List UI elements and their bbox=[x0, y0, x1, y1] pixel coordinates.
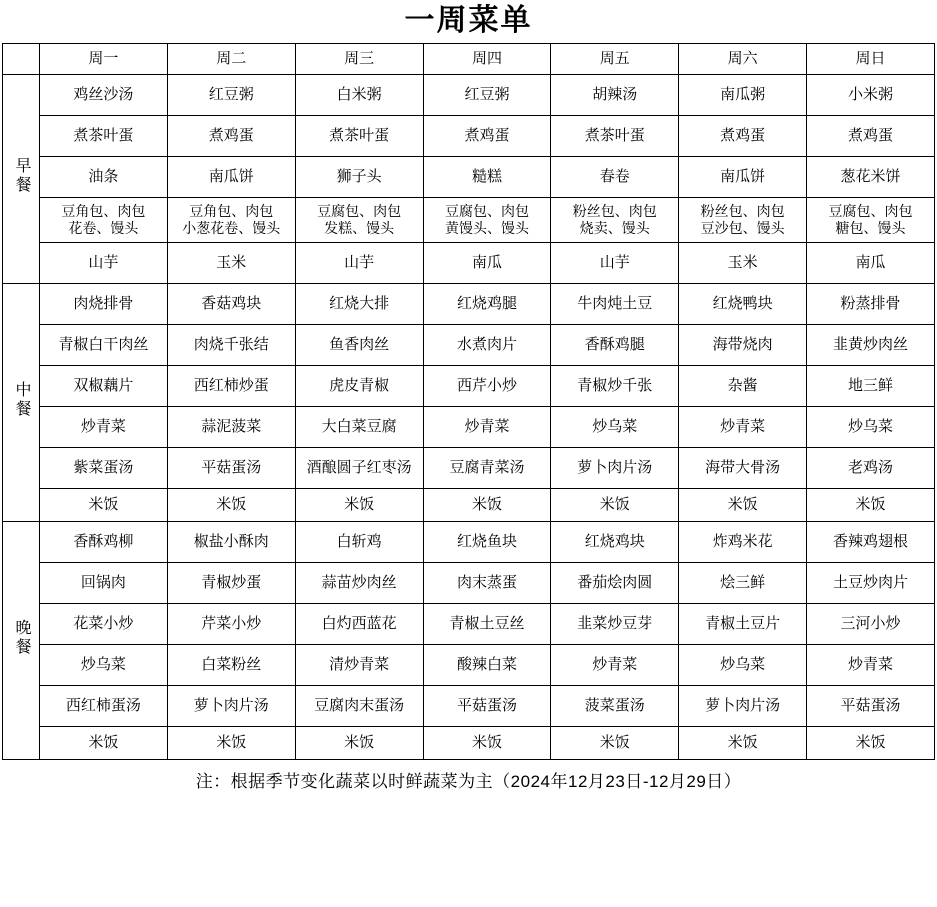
table-row bbox=[3, 116, 935, 157]
menu-cell: 平菇蛋汤 bbox=[423, 686, 551, 727]
menu-cell-line: 豆腐包、肉包 bbox=[317, 202, 402, 219]
menu-cell: 炒青菜 bbox=[679, 407, 807, 448]
menu-cell: 韭黄炒肉丝 bbox=[807, 325, 935, 366]
weekly-menu-table bbox=[2, 43, 935, 760]
menu-cell: 老鸡汤 bbox=[807, 448, 935, 489]
menu-cell: 红豆粥 bbox=[167, 75, 295, 116]
menu-cell: 米饭 bbox=[423, 489, 551, 522]
menu-cell: 香酥鸡柳 bbox=[40, 522, 168, 563]
menu-cell: 胡辣汤 bbox=[551, 75, 679, 116]
menu-cell: 红烧鱼块 bbox=[423, 522, 551, 563]
menu-cell: 番茄烩肉圆 bbox=[551, 563, 679, 604]
table-header-row bbox=[3, 44, 935, 75]
menu-cell: 米饭 bbox=[807, 489, 935, 522]
menu-cell: 西红柿炒蛋 bbox=[167, 366, 295, 407]
menu-cell: 煮鸡蛋 bbox=[807, 116, 935, 157]
menu-cell: 白斩鸡 bbox=[295, 522, 423, 563]
menu-cell: 青椒炒蛋 bbox=[167, 563, 295, 604]
menu-cell: 米饭 bbox=[295, 727, 423, 760]
menu-cell-line: 豆腐包、肉包 bbox=[444, 202, 529, 219]
menu-cell: 南瓜 bbox=[423, 243, 551, 284]
menu-cell: 平菇蛋汤 bbox=[167, 448, 295, 489]
menu-cell: 煮鸡蛋 bbox=[167, 116, 295, 157]
table-header bbox=[3, 44, 935, 75]
menu-cell: 鱼香肉丝 bbox=[295, 325, 423, 366]
menu-cell: 米饭 bbox=[423, 727, 551, 760]
menu-cell: 米饭 bbox=[295, 489, 423, 522]
menu-cell: 煮鸡蛋 bbox=[423, 116, 551, 157]
menu-cell: 米饭 bbox=[40, 727, 168, 760]
menu-cell: 肉末蒸蛋 bbox=[423, 563, 551, 604]
menu-cell: 地三鲜 bbox=[807, 366, 935, 407]
menu-cell bbox=[807, 198, 935, 243]
menu-cell: 炒青菜 bbox=[40, 407, 168, 448]
menu-cell-line: 豆角包、肉包 bbox=[189, 202, 274, 219]
menu-cell: 蒜泥菠菜 bbox=[167, 407, 295, 448]
menu-cell-line: 黄馒头、馒头 bbox=[444, 220, 529, 236]
menu-cell: 玉米 bbox=[679, 243, 807, 284]
menu-cell: 海带烧肉 bbox=[679, 325, 807, 366]
menu-cell: 香菇鸡块 bbox=[167, 284, 295, 325]
menu-cell: 青椒白干肉丝 bbox=[40, 325, 168, 366]
menu-cell: 炒青菜 bbox=[807, 645, 935, 686]
menu-cell: 大白菜豆腐 bbox=[295, 407, 423, 448]
menu-cell: 油条 bbox=[40, 157, 168, 198]
table-row bbox=[3, 645, 935, 686]
table-row bbox=[3, 686, 935, 727]
table-row bbox=[3, 448, 935, 489]
menu-cell: 牛肉炖土豆 bbox=[551, 284, 679, 325]
menu-cell: 芹菜小炒 bbox=[167, 604, 295, 645]
column-header-monday: 周一 bbox=[40, 44, 168, 75]
table-row bbox=[3, 243, 935, 284]
menu-cell: 炒乌菜 bbox=[40, 645, 168, 686]
menu-cell: 白灼西蓝花 bbox=[295, 604, 423, 645]
menu-cell: 烩三鲜 bbox=[679, 563, 807, 604]
menu-cell bbox=[551, 198, 679, 243]
meal-label-lunch bbox=[3, 284, 40, 522]
menu-cell: 红烧大排 bbox=[295, 284, 423, 325]
table-row bbox=[3, 75, 935, 116]
menu-cell: 西芹小炒 bbox=[423, 366, 551, 407]
menu-cell: 小米粥 bbox=[807, 75, 935, 116]
menu-cell: 炒乌菜 bbox=[551, 407, 679, 448]
menu-cell bbox=[423, 198, 551, 243]
menu-cell: 南瓜饼 bbox=[167, 157, 295, 198]
menu-cell: 米饭 bbox=[679, 727, 807, 760]
menu-cell: 虎皮青椒 bbox=[295, 366, 423, 407]
menu-cell: 三河小炒 bbox=[807, 604, 935, 645]
menu-cell-line: 发糕、馒头 bbox=[324, 220, 395, 236]
menu-cell: 韭菜炒豆芽 bbox=[551, 604, 679, 645]
menu-cell: 香酥鸡腿 bbox=[551, 325, 679, 366]
menu-cell: 酒酿圆子红枣汤 bbox=[295, 448, 423, 489]
table-row bbox=[3, 489, 935, 522]
column-header-wednesday: 周三 bbox=[295, 44, 423, 75]
menu-cell: 水煮肉片 bbox=[423, 325, 551, 366]
table-body bbox=[3, 75, 935, 760]
menu-cell: 米饭 bbox=[40, 489, 168, 522]
menu-cell: 豆腐肉末蛋汤 bbox=[295, 686, 423, 727]
menu-cell: 豆腐青菜汤 bbox=[423, 448, 551, 489]
menu-cell: 青椒土豆片 bbox=[679, 604, 807, 645]
column-header-thursday: 周四 bbox=[423, 44, 551, 75]
menu-cell bbox=[40, 198, 168, 243]
menu-cell-line: 糖包、馒头 bbox=[835, 220, 906, 236]
menu-cell: 萝卜肉片汤 bbox=[551, 448, 679, 489]
menu-cell: 红烧鸡腿 bbox=[423, 284, 551, 325]
table-row bbox=[3, 563, 935, 604]
menu-cell: 煮茶叶蛋 bbox=[551, 116, 679, 157]
menu-cell: 南瓜粥 bbox=[679, 75, 807, 116]
menu-cell: 紫菜蛋汤 bbox=[40, 448, 168, 489]
column-header-tuesday: 周二 bbox=[167, 44, 295, 75]
menu-cell: 煮茶叶蛋 bbox=[40, 116, 168, 157]
meal-label-text: 中餐 bbox=[13, 380, 30, 419]
menu-cell: 双椒藕片 bbox=[40, 366, 168, 407]
menu-cell-line: 豆沙包、馒头 bbox=[700, 220, 785, 236]
menu-cell: 糙糕 bbox=[423, 157, 551, 198]
menu-cell: 蒜苗炒肉丝 bbox=[295, 563, 423, 604]
menu-cell: 煮茶叶蛋 bbox=[295, 116, 423, 157]
menu-cell: 南瓜 bbox=[807, 243, 935, 284]
menu-cell bbox=[679, 198, 807, 243]
menu-cell: 香辣鸡翅根 bbox=[807, 522, 935, 563]
column-header-sunday: 周日 bbox=[807, 44, 935, 75]
footnote: 注：根据季节变化蔬菜以时鲜蔬菜为主（2024年12月23日-12月29日） bbox=[195, 772, 742, 791]
menu-cell: 米饭 bbox=[551, 727, 679, 760]
menu-cell: 炸鸡米花 bbox=[679, 522, 807, 563]
meal-label-dinner bbox=[3, 522, 40, 760]
menu-cell: 米饭 bbox=[167, 489, 295, 522]
menu-cell: 平菇蛋汤 bbox=[807, 686, 935, 727]
menu-cell: 炒青菜 bbox=[423, 407, 551, 448]
menu-cell: 山芋 bbox=[551, 243, 679, 284]
menu-cell: 玉米 bbox=[167, 243, 295, 284]
menu-cell: 狮子头 bbox=[295, 157, 423, 198]
meal-label-text: 晚餐 bbox=[13, 618, 30, 657]
menu-cell-line: 豆角包、肉包 bbox=[61, 202, 146, 219]
menu-cell-line: 花卷、馒头 bbox=[68, 220, 139, 236]
menu-cell: 春卷 bbox=[551, 157, 679, 198]
menu-cell: 红豆粥 bbox=[423, 75, 551, 116]
menu-cell: 椒盐小酥肉 bbox=[167, 522, 295, 563]
table-row bbox=[3, 727, 935, 760]
menu-cell: 回锅肉 bbox=[40, 563, 168, 604]
page-title: 一周菜单 bbox=[404, 4, 533, 37]
menu-cell: 红烧鸭块 bbox=[679, 284, 807, 325]
menu-cell: 山芋 bbox=[40, 243, 168, 284]
menu-cell: 土豆炒肉片 bbox=[807, 563, 935, 604]
menu-cell: 白米粥 bbox=[295, 75, 423, 116]
menu-cell-line: 粉丝包、肉包 bbox=[572, 202, 657, 219]
menu-cell: 米饭 bbox=[167, 727, 295, 760]
menu-cell: 肉烧千张结 bbox=[167, 325, 295, 366]
table-row bbox=[3, 198, 935, 243]
column-header-saturday: 周六 bbox=[679, 44, 807, 75]
menu-cell: 菠菜蛋汤 bbox=[551, 686, 679, 727]
menu-cell: 花菜小炒 bbox=[40, 604, 168, 645]
table-corner-cell bbox=[3, 44, 40, 75]
menu-cell: 萝卜肉片汤 bbox=[679, 686, 807, 727]
menu-cell: 葱花米饼 bbox=[807, 157, 935, 198]
menu-cell: 炒乌菜 bbox=[807, 407, 935, 448]
menu-cell: 南瓜饼 bbox=[679, 157, 807, 198]
menu-cell-line: 烧卖、馒头 bbox=[579, 220, 650, 236]
menu-cell: 山芋 bbox=[295, 243, 423, 284]
menu-cell bbox=[167, 198, 295, 243]
menu-cell: 米饭 bbox=[679, 489, 807, 522]
menu-cell: 肉烧排骨 bbox=[40, 284, 168, 325]
menu-cell: 青椒土豆丝 bbox=[423, 604, 551, 645]
menu-cell: 炒青菜 bbox=[551, 645, 679, 686]
menu-cell-line: 小葱花卷、馒头 bbox=[182, 220, 281, 236]
menu-cell: 清炒青菜 bbox=[295, 645, 423, 686]
table-row bbox=[3, 366, 935, 407]
column-header-friday: 周五 bbox=[551, 44, 679, 75]
table-row bbox=[3, 284, 935, 325]
menu-cell: 青椒炒千张 bbox=[551, 366, 679, 407]
menu-cell: 西红柿蛋汤 bbox=[40, 686, 168, 727]
table-row bbox=[3, 522, 935, 563]
meal-label-breakfast bbox=[3, 75, 40, 284]
menu-cell: 白菜粉丝 bbox=[167, 645, 295, 686]
menu-cell-line: 豆腐包、肉包 bbox=[828, 202, 913, 219]
menu-cell: 酸辣白菜 bbox=[423, 645, 551, 686]
menu-cell: 炒乌菜 bbox=[679, 645, 807, 686]
menu-cell: 杂酱 bbox=[679, 366, 807, 407]
menu-cell: 煮鸡蛋 bbox=[679, 116, 807, 157]
table-row bbox=[3, 407, 935, 448]
menu-cell bbox=[295, 198, 423, 243]
menu-cell: 海带大骨汤 bbox=[679, 448, 807, 489]
menu-cell: 鸡丝沙汤 bbox=[40, 75, 168, 116]
meal-label-text: 早餐 bbox=[13, 157, 30, 196]
menu-cell: 红烧鸡块 bbox=[551, 522, 679, 563]
table-row bbox=[3, 604, 935, 645]
menu-cell: 米饭 bbox=[551, 489, 679, 522]
table-row bbox=[3, 157, 935, 198]
menu-cell: 萝卜肉片汤 bbox=[167, 686, 295, 727]
menu-cell-line: 粉丝包、肉包 bbox=[700, 202, 785, 219]
menu-cell: 米饭 bbox=[807, 727, 935, 760]
menu-cell: 粉蒸排骨 bbox=[807, 284, 935, 325]
table-row bbox=[3, 325, 935, 366]
